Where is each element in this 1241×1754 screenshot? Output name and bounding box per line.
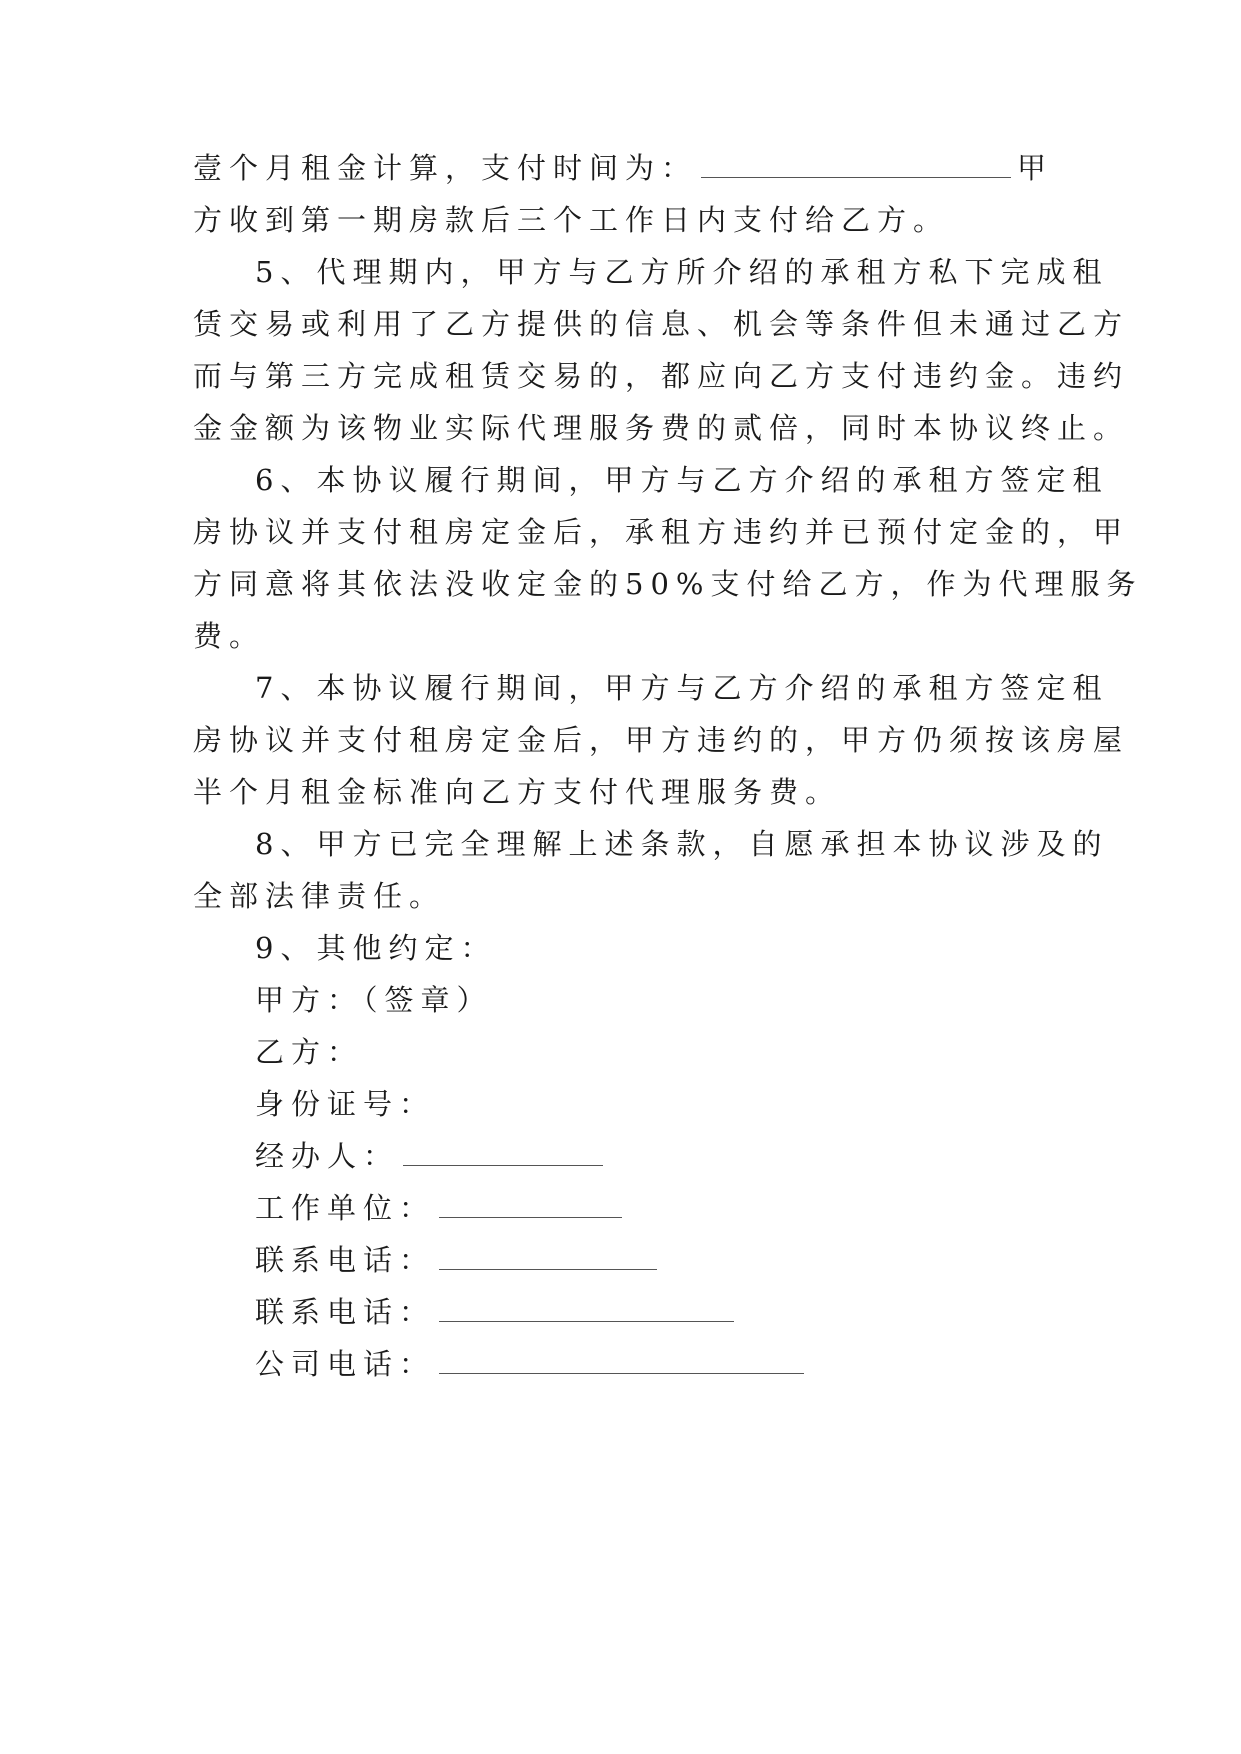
line-text: 壹个月租金计算，支付时间为： <box>193 151 698 185</box>
field-label: 联系电话： <box>255 1295 436 1329</box>
field-label: 工作单位： <box>255 1191 436 1225</box>
clause-8-start: 8、甲方已完全理解上述条款，自愿承担本协议涉及的 <box>255 827 1109 861</box>
field-label: 公司电话： <box>255 1347 436 1381</box>
party-b-field <box>255 1032 363 1072</box>
text-line: 而与第三方完成租赁交易的，都应向乙方支付违约金。违约 <box>193 359 1130 393</box>
field-label: 经办人： <box>255 1139 400 1173</box>
blank-line <box>439 1295 734 1322</box>
text-line: 方同意将其依法没收定金的50%支付给乙方，作为代理服务 <box>193 567 1143 601</box>
clause-9: 9、其他约定： <box>255 931 497 965</box>
field-label: 身份证号： <box>255 1087 436 1121</box>
work-unit-field <box>255 1188 622 1228</box>
clause-6-start: 6、本协议履行期间，甲方与乙方介绍的承租方签定租 <box>255 463 1109 497</box>
text-line: 方收到第一期房款后三个工作日内支付给乙方。 <box>193 203 950 237</box>
text-line <box>193 148 1053 188</box>
text-line: 全部法律责任。 <box>193 879 446 913</box>
text-line: 半个月租金标准向乙方支付代理服务费。 <box>193 775 842 809</box>
contact-phone-field-2 <box>255 1292 734 1332</box>
text-line: 赁交易或利用了乙方提供的信息、机会等条件但未通过乙方 <box>193 307 1130 341</box>
blank-line <box>701 151 1011 178</box>
text-line: 房协议并支付租房定金后，承租方违约并已预付定金的，甲 <box>193 515 1130 549</box>
id-number-field <box>255 1084 435 1124</box>
field-label: 乙方： <box>255 1035 364 1069</box>
clause-7-start: 7、本协议履行期间，甲方与乙方介绍的承租方签定租 <box>255 671 1109 705</box>
contact-phone-field <box>255 1240 657 1280</box>
field-label: 甲方：（签章） <box>255 983 493 1017</box>
company-phone-field <box>255 1344 804 1384</box>
blank-line <box>439 1347 804 1374</box>
field-label: 联系电话： <box>255 1243 436 1277</box>
clause-5-start: 5、代理期内，甲方与乙方所介绍的承租方私下完成租 <box>255 255 1109 289</box>
text-line: 房协议并支付租房定金后，甲方违约的，甲方仍须按该房屋 <box>193 723 1130 757</box>
line-text: 甲 <box>1017 151 1054 185</box>
blank-line <box>439 1191 622 1218</box>
blank-line <box>403 1139 603 1166</box>
party-a-signature-field <box>255 980 493 1020</box>
agent-field <box>255 1136 603 1176</box>
text-line: 金金额为该物业实际代理服务费的贰倍，同时本协议终止。 <box>193 411 1130 445</box>
blank-line <box>439 1243 657 1270</box>
text-line: 费。 <box>193 619 266 653</box>
